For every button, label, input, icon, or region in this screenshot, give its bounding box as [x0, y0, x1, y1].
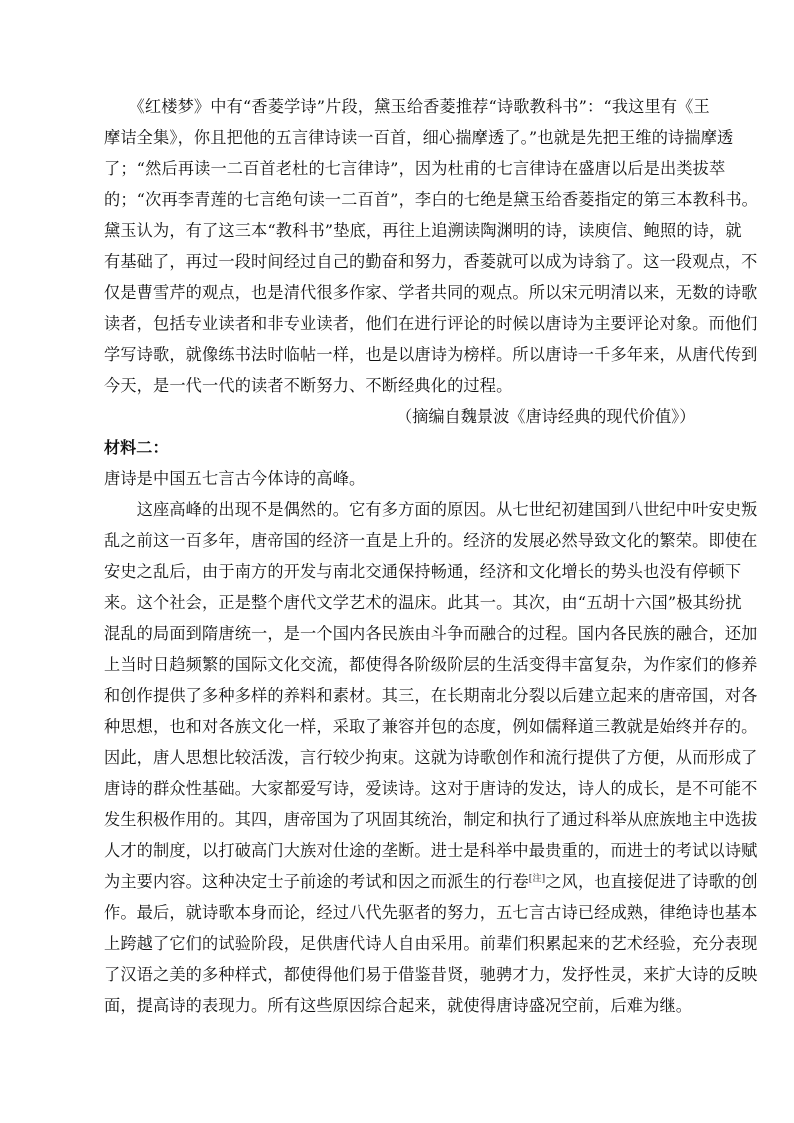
material2-line-2: 这座高峰的出现不是偶然的。它有多方面的原因。从七世纪初建国到八世纪中叶安史叛 — [104, 500, 758, 519]
material1-line-6: 有基础了，再过一段时间经过自己的勤奋和努力，香菱就可以成为诗翁了。这一段观点，不 — [104, 252, 758, 271]
material2-line-9: 种思想，也和对各族文化一样，采取了兼容并包的态度，例如儒释道三教就是始终并存的。 — [104, 717, 758, 736]
material2-line-16: 上跨越了它们的试验阶段，足供唐代诗人自由采用。前辈们积累起来的艺术经验，充分表现 — [104, 934, 758, 953]
material2-line-14 — [104, 872, 758, 892]
material1-source: （摘编自魏景波《唐诗经典的现代价值》） — [396, 407, 696, 426]
material2-line-3: 乱之前这一百多年，唐帝国的经济一直是上升的。经济的发展必然导致文化的繁荣。即使在 — [104, 531, 758, 550]
material1-line-2: 摩诘全集》，你且把他的五言律诗读一百首，细心揣摩透了。”也就是先把王维的诗揣摩透 — [104, 128, 734, 147]
material2-line-8: 和创作提供了多种多样的养料和素材。其三，在长期南北分裂以后建立起来的唐帝国，对各 — [104, 686, 758, 705]
material2-line-17: 了汉语之美的多种样式，都使得他们易于借鉴昔贤，驰骋才力，发抒性灵，来扩大诗的反映 — [104, 965, 758, 984]
material1-line-8: 读者，包括专业读者和非专业读者，他们在进行评论的时候以唐诗为主要评论对象。而他们 — [104, 314, 758, 333]
material2-line-7: 上当时日趋频繁的国际文化交流，都使得各阶级阶层的生活变得丰富复杂，为作家们的修养 — [104, 655, 758, 674]
material2-line-12: 发生积极作用的。其四，唐帝国为了巩固其统治，制定和执行了通过科举从庶族地主中选拔 — [104, 810, 758, 829]
material1-line-1: 《红楼梦》中有“香菱学诗”片段，黛玉给香菱推荐“诗歌教科书”：“我这里有《王 — [104, 97, 710, 116]
material2-heading: 材料二： — [104, 438, 169, 457]
material1-line-4: 的；“次再李青莲的七言绝句读一二百首”，李白的七绝是黛玉给香菱指定的第三本教科书。 — [104, 190, 759, 209]
material2-line-13: 人才的制度，以打破高门大族对仕途的垄断。进士是科举中最贵重的，而进士的考试以诗赋 — [104, 841, 758, 860]
footnote-marker: [注] — [528, 874, 546, 884]
material1-line-7: 仅是曹雪芹的观点，也是清代很多作家、学者共同的观点。所以宋元明清以来，无数的诗歌 — [104, 283, 758, 302]
material2-line-15: 作。最后，就诗歌本身而论，经过八代先驱者的努力，五七言古诗已经成熟，律绝诗也基本 — [104, 903, 758, 922]
material1-line-9: 学写诗歌，就像练书法时临帖一样，也是以唐诗为榜样。所以唐诗一千多年来，从唐代传到 — [104, 345, 758, 364]
footnote-line-after: 之风，也直接促进了诗歌的创 — [545, 872, 758, 891]
material2-line-6: 混乱的局面到隋唐统一，是一个国内各民族由斗争而融合的过程。国内各民族的融合，还加 — [104, 624, 758, 643]
material2-line-11: 唐诗的群众性基础。大家都爱写诗，爱读诗。这对于唐诗的发达，诗人的成长，是不可能不 — [104, 779, 758, 798]
material2-line-4: 安史之乱后，由于南方的开发与南北交通保持畅通，经济和文化增长的势头也没有停顿下 — [104, 562, 742, 581]
material2-line-1: 唐诗是中国五七言古今体诗的高峰。 — [104, 469, 366, 488]
material2-line-18: 面，提高诗的表现力。所有这些原因综合起来，就使得唐诗盛况空前，后难为继。 — [104, 996, 693, 1015]
material2-line-10: 因此，唐人思想比较活泼，言行较少拘束。这就为诗歌创作和流行提供了方便，从而形成了 — [104, 748, 758, 767]
material1-line-3: 了；“然后再读一二百首老杜的七言律诗”，因为杜甫的七言律诗在盛唐以后是出类拔萃 — [104, 159, 726, 178]
material1-line-10: 今天，是一代一代的读者不断努力、不断经典化的过程。 — [104, 376, 513, 395]
material1-line-5: 黛玉认为，有了这三本“教科书”垫底，再往上追溯读陶渊明的诗，读庾信、鲍照的诗，就 — [104, 221, 742, 240]
material2-line-5: 来。这个社会，正是整个唐代文学艺术的温床。此其一。其次，由“五胡十六国”极其纷扰 — [104, 593, 742, 612]
footnote-line-before: 为主要内容。这种决定士子前途的考试和因之而派生的行卷 — [104, 872, 529, 891]
